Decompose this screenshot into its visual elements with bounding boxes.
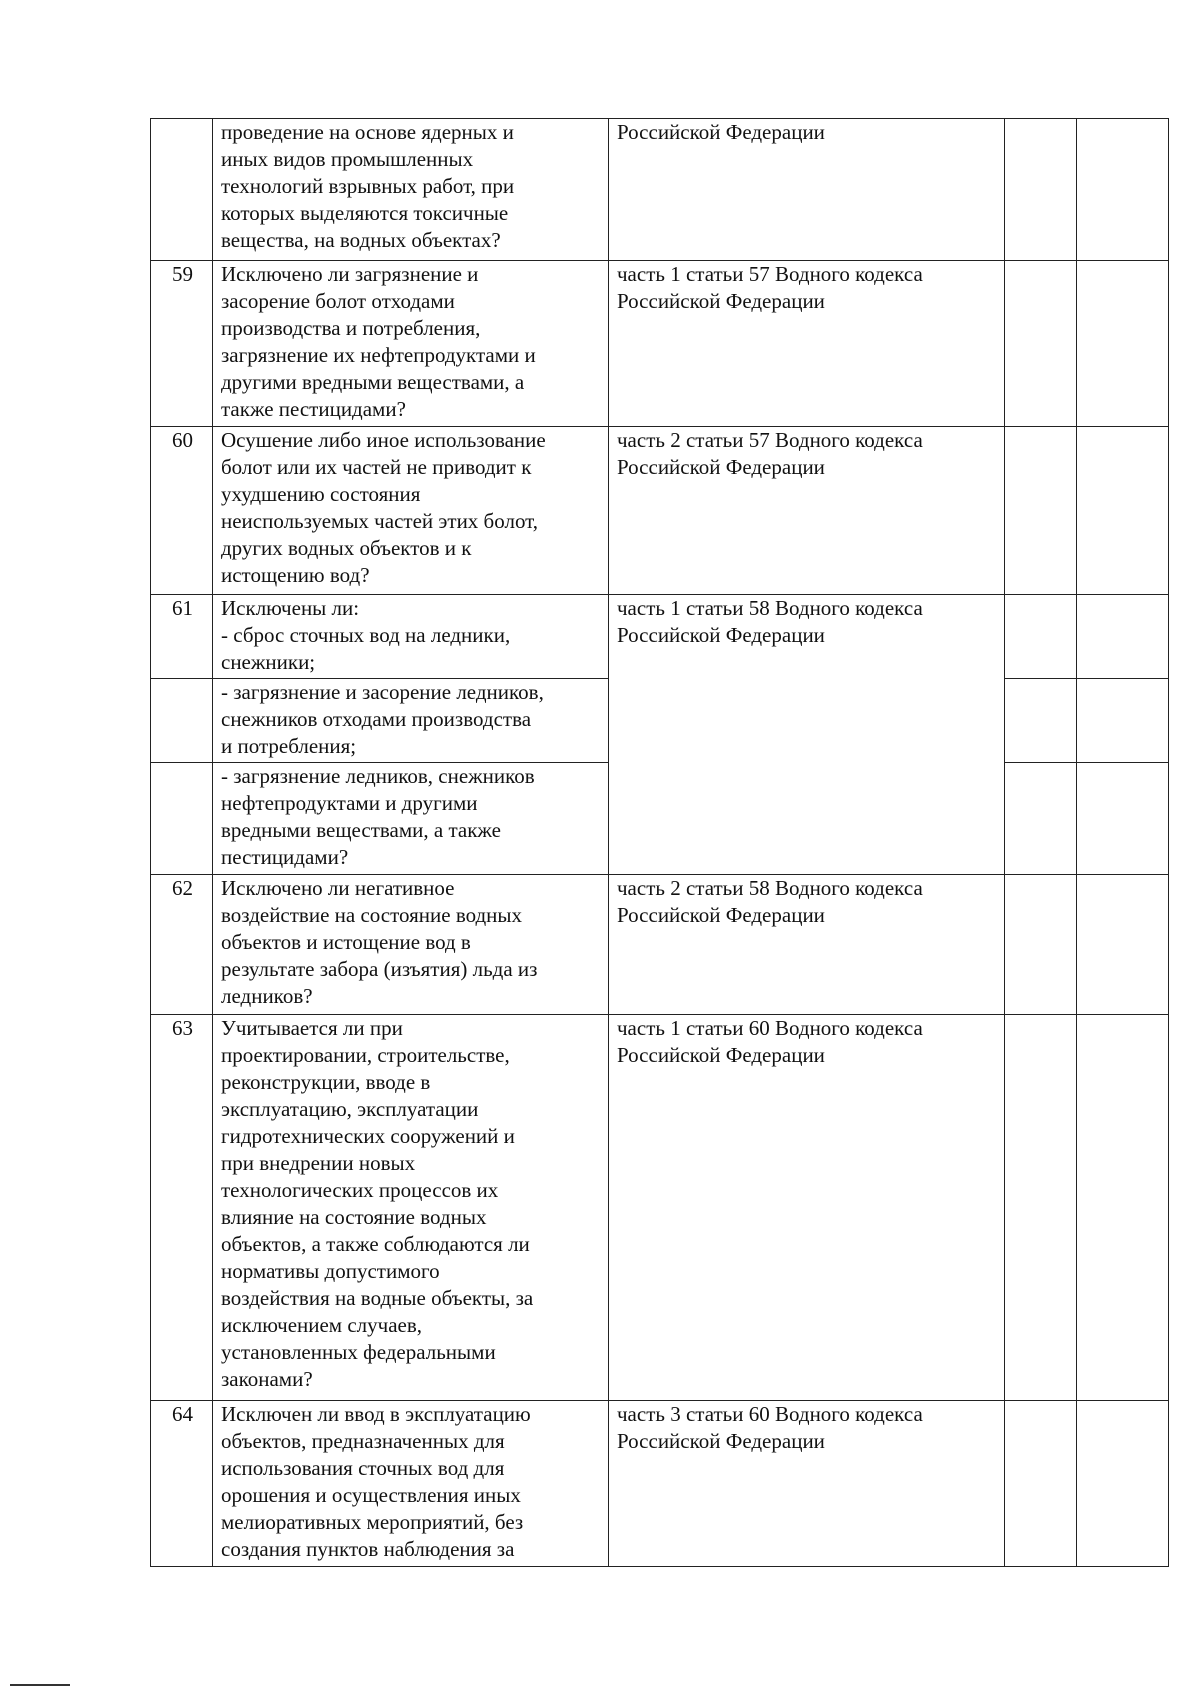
answer-cell-yes [1005,427,1077,595]
reference-cell [609,1015,1005,1401]
question-line: ухудшению состояния [221,482,421,506]
question-line: использования сточных вод для [221,1456,505,1480]
reference-cell [609,1401,1005,1567]
question-line: снежники; [221,650,316,674]
question-cell [213,875,609,1015]
table-row [151,1401,1169,1567]
question-line: нормативы допустимого [221,1259,440,1283]
table-row [151,261,1169,427]
answer-cell-no [1077,875,1169,1015]
question-line: других водных объектов и к [221,536,472,560]
question-line: другими вредными веществами, а [221,370,525,394]
answer-cell-no [1077,595,1169,679]
question-cell [213,427,609,595]
question-line: загрязнение их нефтепродуктами и [221,343,536,367]
reference-line: Российской Федерации [617,1429,825,1453]
question-line: нефтепродуктами и другими [221,791,478,815]
question-cell [213,679,609,763]
reference-line: Российской Федерации [617,455,825,479]
answer-cell-no [1077,763,1169,875]
question-line: гидротехнических сооружений и [221,1124,515,1148]
question-line: также пестицидами? [221,397,406,421]
question-line: проектировании, строительстве, [221,1043,510,1067]
question-line: Осушение либо иное использование [221,428,546,452]
question-line: создания пунктов наблюдения за [221,1537,515,1561]
question-line: которых выделяются токсичные [221,201,509,225]
answer-cell-no [1077,679,1169,763]
checklist-table [150,118,1169,1567]
answer-cell-yes [1005,1401,1077,1567]
answer-cell-no [1077,261,1169,427]
question-line: снежников отходами производства [221,707,532,731]
row-number [151,119,213,261]
question-line: воздействие на состояние водных [221,903,523,927]
reference-cell [609,261,1005,427]
row-number: 61 [151,595,213,679]
question-line: технологий взрывных работ, при [221,174,515,198]
table-row [151,119,1169,261]
question-cell [213,763,609,875]
question-line: - загрязнение ледников, снежников [221,764,535,788]
table-body [151,119,1169,1567]
row-number: 60 [151,427,213,595]
reference-line: часть 1 статьи 58 Водного кодекса [617,596,923,620]
question-cell [213,1015,609,1401]
question-line: при внедрении новых [221,1151,416,1175]
table-row [151,875,1169,1015]
table-row [151,1015,1169,1401]
question-line: объектов, предназначенных для [221,1429,505,1453]
reference-cell [609,427,1005,595]
table-row [151,427,1169,595]
row-number [151,679,213,763]
answer-cell-no [1077,1401,1169,1567]
reference-line: часть 3 статьи 60 Водного кодекса [617,1402,923,1426]
reference-cell [609,875,1005,1015]
question-line: иных видов промышленных [221,147,474,171]
answer-cell-yes [1005,261,1077,427]
question-line: производства и потребления, [221,316,481,340]
question-line: пестицидами? [221,845,349,869]
question-line: объектов, а также соблюдаются ли [221,1232,530,1256]
row-number: 63 [151,1015,213,1401]
question-line: - сброс сточных вод на ледники, [221,623,511,647]
question-line: орошения и осуществления иных [221,1483,521,1507]
question-line: и потребления; [221,734,357,758]
question-line: истощению вод? [221,563,370,587]
reference-line: часть 2 статьи 57 Водного кодекса [617,428,923,452]
question-line: болот или их частей не приводит к [221,455,532,479]
question-line: Учитывается ли при [221,1016,403,1040]
question-line: Исключены ли: [221,596,360,620]
question-line: воздействия на водные объекты, за [221,1286,534,1310]
question-line: Исключено ли загрязнение и [221,262,479,286]
reference-line: Российской Федерации [617,903,825,927]
question-line: установленных федеральными [221,1340,496,1364]
answer-cell-no [1077,119,1169,261]
answer-cell-yes [1005,875,1077,1015]
question-cell [213,595,609,679]
question-line: неиспользуемых частей этих болот, [221,509,539,533]
answer-cell-yes [1005,763,1077,875]
question-line: эксплуатацию, эксплуатации [221,1097,479,1121]
row-number: 59 [151,261,213,427]
question-line: проведение на основе ядерных и [221,120,514,144]
row-number: 62 [151,875,213,1015]
footnote-rule [10,1684,70,1686]
answer-cell-yes [1005,1015,1077,1401]
question-line: объектов и истощение вод в [221,930,471,954]
question-line: влияние на состояние водных [221,1205,487,1229]
question-line: засорение болот отходами [221,289,455,313]
answer-cell-no [1077,427,1169,595]
question-cell [213,261,609,427]
question-cell [213,119,609,261]
question-line: Исключено ли негативное [221,876,455,900]
question-line: вредными веществами, а также [221,818,501,842]
row-number: 64 [151,1401,213,1567]
reference-line: Российской Федерации [617,623,825,647]
reference-line: Российской Федерации [617,289,825,313]
reference-line: часть 2 статьи 58 Водного кодекса [617,876,923,900]
question-line: Исключен ли ввод в эксплуатацию [221,1402,531,1426]
question-line: мелиоративных мероприятий, без [221,1510,524,1534]
question-line: законами? [221,1367,313,1391]
reference-line: часть 1 статьи 57 Водного кодекса [617,262,923,286]
reference-line: часть 1 статьи 60 Водного кодекса [617,1016,923,1040]
answer-cell-yes [1005,119,1077,261]
question-line: технологических процессов их [221,1178,499,1202]
question-cell [213,1401,609,1567]
reference-cell [609,595,1005,875]
question-line: - загрязнение и засорение ледников, [221,680,544,704]
question-line: исключением случаев, [221,1313,423,1337]
answer-cell-yes [1005,595,1077,679]
question-line: ледников? [221,984,313,1008]
reference-cell [609,119,1005,261]
question-line: реконструкции, вводе в [221,1070,431,1094]
reference-line: Российской Федерации [617,120,825,144]
answer-cell-no [1077,1015,1169,1401]
table-row [151,595,1169,679]
row-number [151,763,213,875]
answer-cell-yes [1005,679,1077,763]
question-line: результате забора (изъятия) льда из [221,957,538,981]
reference-line: Российской Федерации [617,1043,825,1067]
question-line: вещества, на водных объектах? [221,228,501,252]
